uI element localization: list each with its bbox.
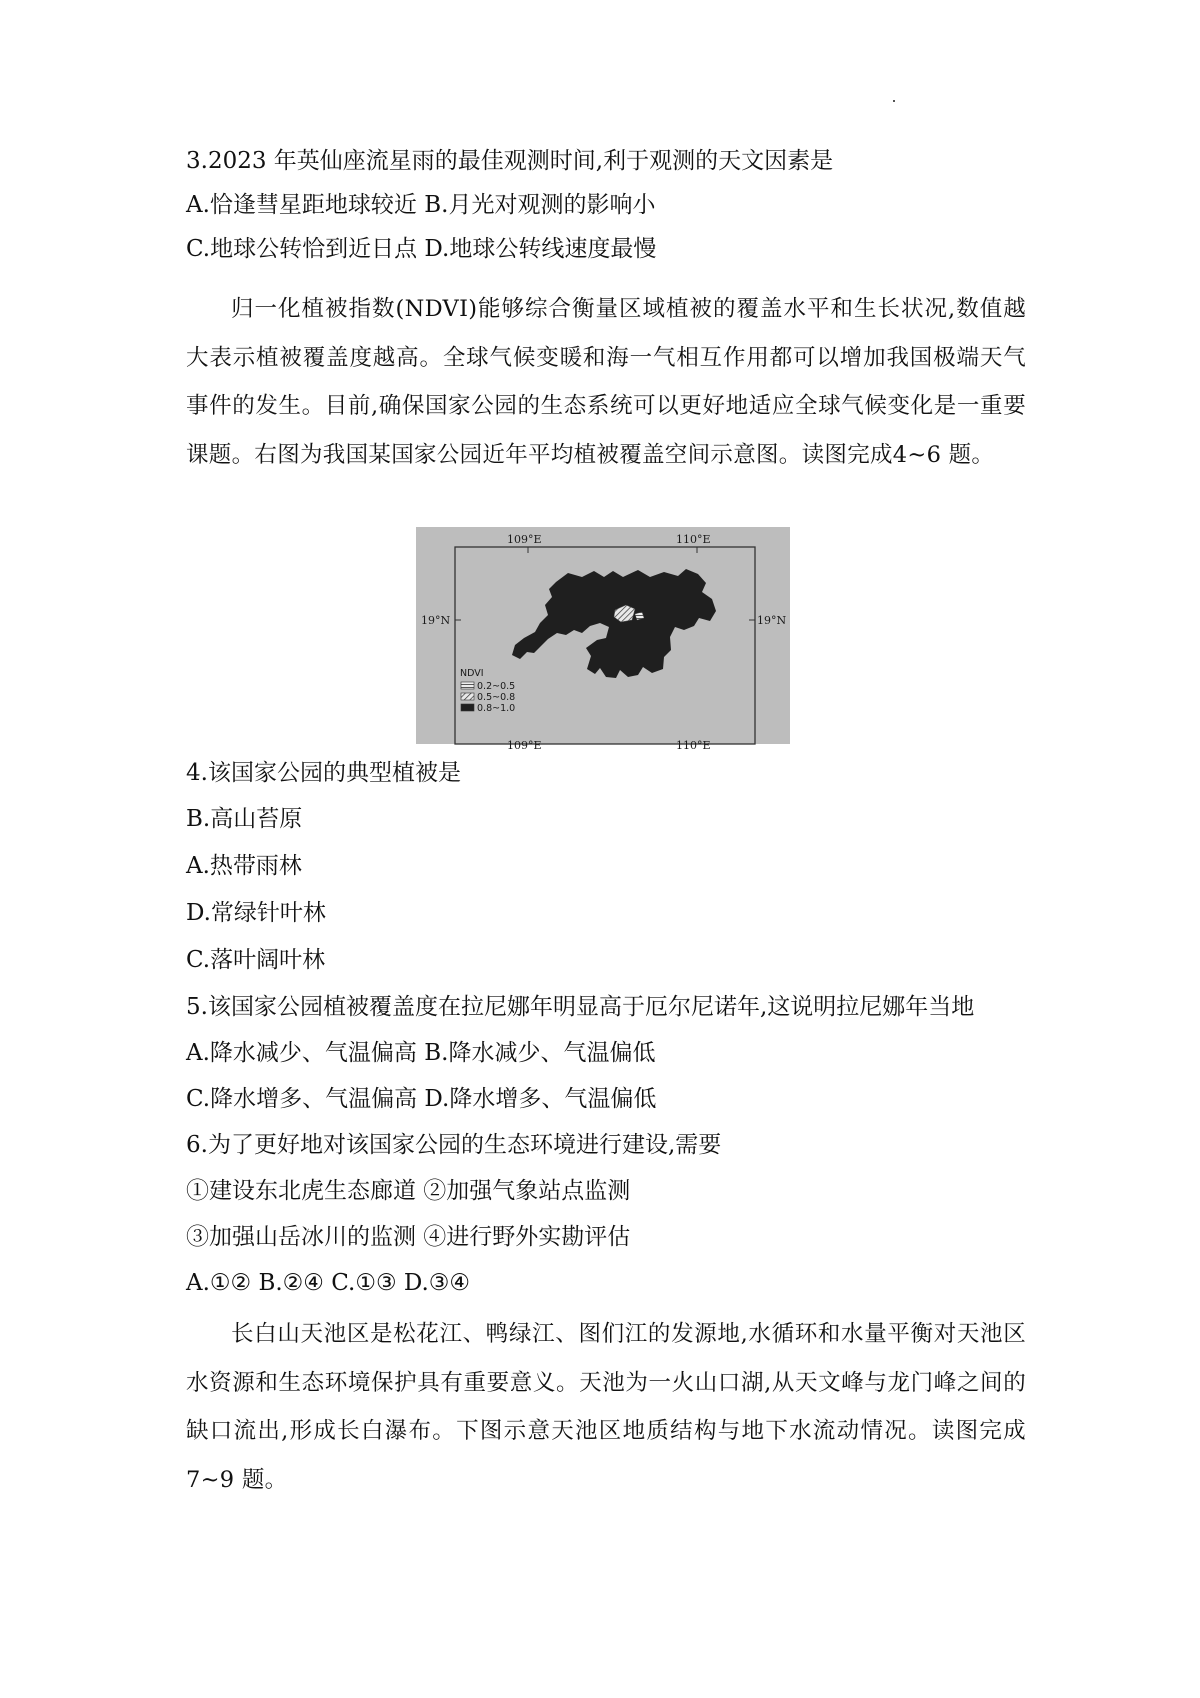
scan-speck: [893, 100, 895, 102]
q6-items-line2: ③加强山岳冰川的监测 ④进行野外实勘评估: [186, 1224, 631, 1250]
q4-stem: 4.该国家公园的典型植被是: [186, 760, 461, 786]
q3-options-line1: A.恰逢彗星距地球较近 B.月光对观测的影响小: [186, 192, 656, 218]
label-lat-left: 19°N: [421, 614, 451, 627]
q4-option: B.高山苔原: [186, 806, 303, 832]
q4-option: C.落叶阔叶林: [186, 947, 326, 973]
ndvi-map-figure: [416, 527, 790, 752]
passage-ndvi: 归一化植被指数(NDVI)能够综合衡量区域植被的覆盖水平和生长状况,数值越大表示植被覆盖度越高。全球气候变暖和海一气相互作用都可以增加我国极端天气事件的发生。目前,确保国家公园的生态系统可以更好地适应全球气候变化是一重要课题。右图为我国某国家公园近年平均植被覆盖空间示意图。读图完成4~6 题。: [186, 296, 1026, 468]
legend-swatch-low: [461, 682, 474, 689]
q4-option: A.热带雨林: [186, 853, 302, 879]
q6-items-line1: ①建设东北虎生态廊道 ②加强气象站点监测: [186, 1178, 631, 1204]
label-lon-top-left: 109°E: [507, 533, 542, 546]
passage-tianchi: 长白山天池区是松花江、鸭绿江、图们江的发源地,水循环和水量平衡对天池区水资源和生态环境保护具有重要意义。天池为一火山口湖,从天文峰与龙门峰之间的缺口流出,形成长白瀑布。下图示意天池区地质结构与地下水流动情况。读图完成 7~9 题。: [186, 1321, 1026, 1493]
label-lon-bottom-right: 110°E: [676, 739, 711, 752]
q3-stem: 3.2023 年英仙座流星雨的最佳观测时间,利于观测的天文因素是: [186, 148, 834, 174]
q5-options-line2: C.降水增多、气温偏高 D.降水增多、气温偏低: [186, 1086, 657, 1112]
label-lon-bottom-left: 109°E: [507, 739, 542, 752]
legend-label-mid: 0.5~0.8: [477, 692, 516, 703]
ndvi-map: [416, 527, 790, 752]
legend-swatch-high: [461, 704, 474, 711]
label-lat-right: 19°N: [757, 614, 787, 627]
park-region-high-ndvi: [512, 569, 716, 678]
label-lon-top-right: 110°E: [676, 533, 711, 546]
q4-option: D.常绿针叶林: [186, 900, 326, 926]
q6-stem: 6.为了更好地对该国家公园的生态环境进行建设,需要: [186, 1132, 722, 1158]
legend-swatch-mid: [461, 693, 474, 700]
q5-options-line1: A.降水减少、气温偏高 B.降水减少、气温偏低: [186, 1040, 656, 1066]
legend-title: NDVI: [460, 668, 484, 679]
q6-options: A.①② B.②④ C.①③ D.③④: [186, 1270, 471, 1296]
legend-label-high: 0.8~1.0: [477, 703, 516, 714]
q5-stem: 5.该国家公园植被覆盖度在拉尼娜年明显高于厄尔尼诺年,这说明拉尼娜年当地: [186, 994, 975, 1020]
legend-label-low: 0.2~0.5: [477, 681, 516, 692]
q3-options-line2: C.地球公转恰到近日点 D.地球公转线速度最慢: [186, 236, 657, 262]
